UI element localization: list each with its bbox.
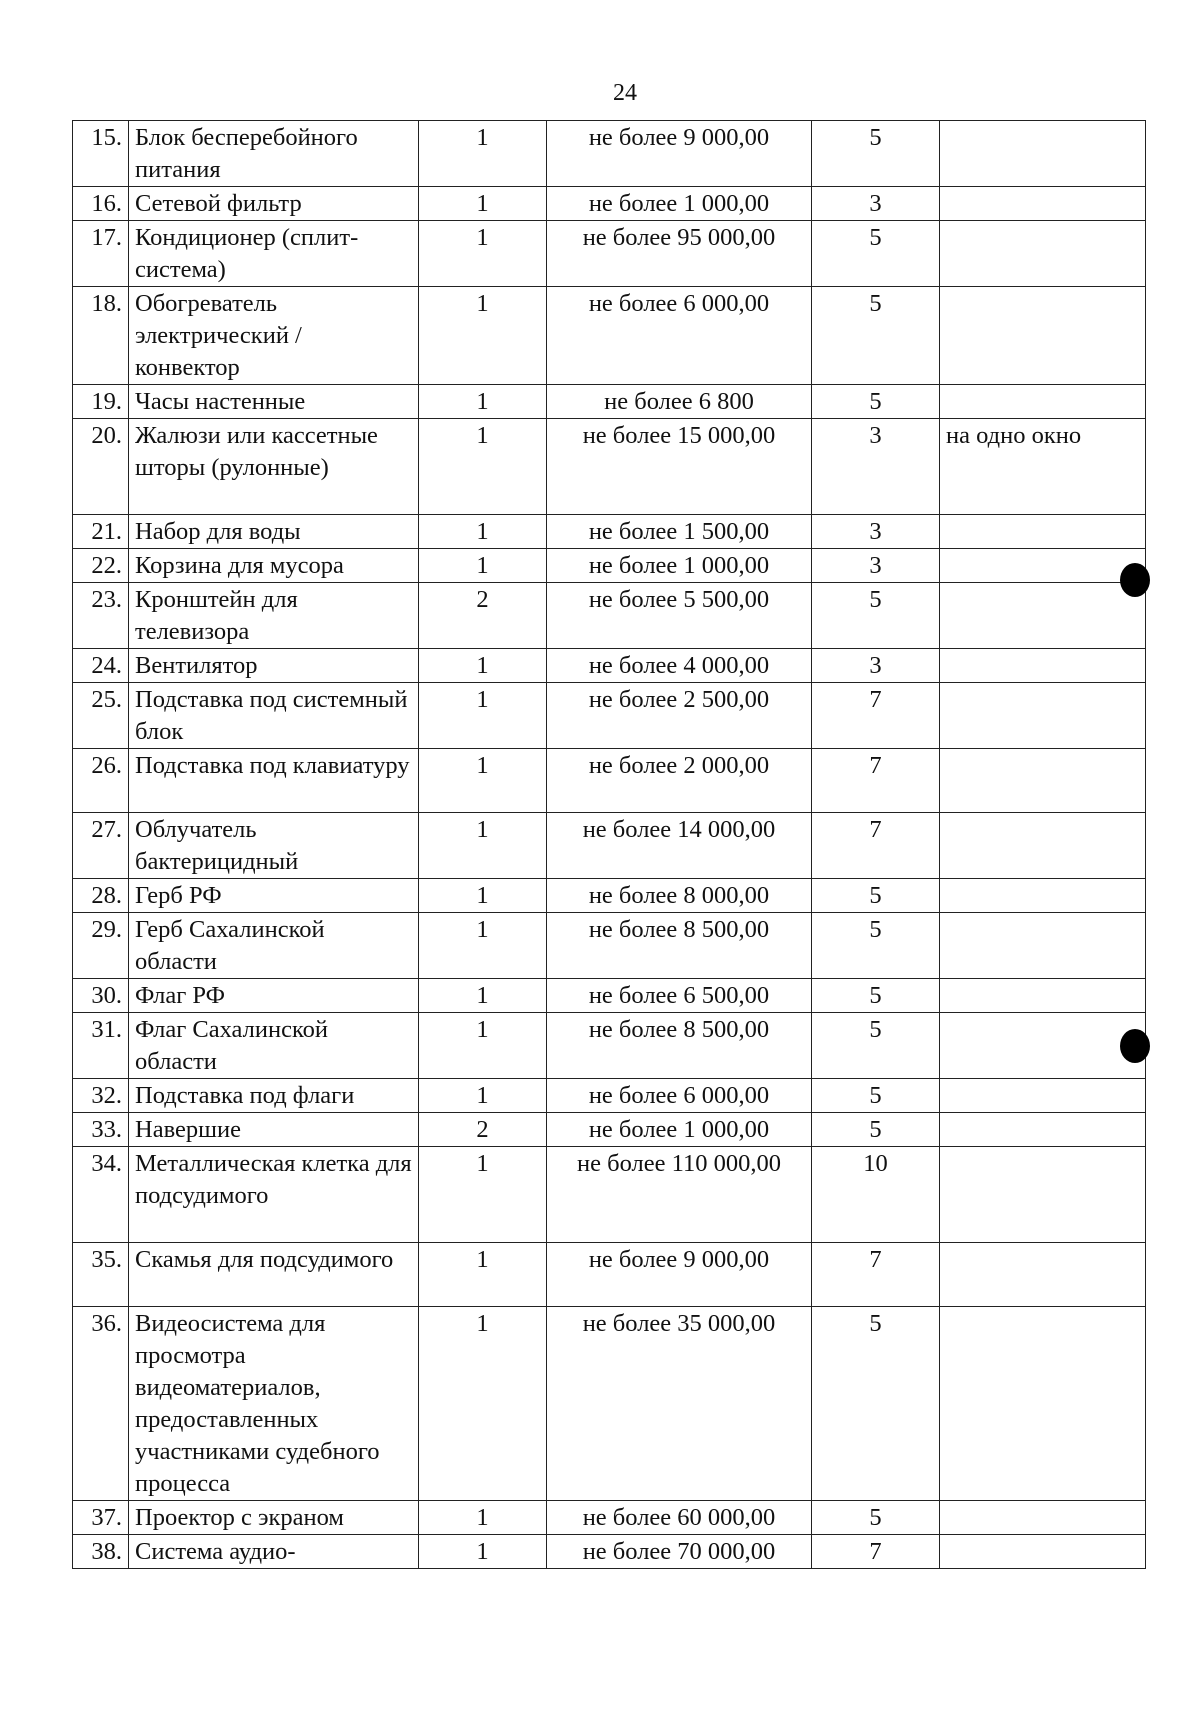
item-note bbox=[940, 1535, 1146, 1569]
service-life-years: 3 bbox=[812, 419, 940, 515]
service-life-years: 7 bbox=[812, 1243, 940, 1307]
item-name: Жалюзи или кассетные шторы (рулонные) bbox=[129, 419, 419, 515]
row-number: 15. bbox=[73, 121, 129, 187]
item-price: не более 15 000,00 bbox=[547, 419, 812, 515]
item-price: не более 70 000,00 bbox=[547, 1535, 812, 1569]
item-name: Подставка под системный блок bbox=[129, 683, 419, 749]
item-name: Металлическая клетка для подсудимого bbox=[129, 1147, 419, 1243]
item-quantity: 1 bbox=[419, 385, 547, 419]
item-note bbox=[940, 913, 1146, 979]
row-number: 33. bbox=[73, 1113, 129, 1147]
item-name: Облучатель бактерицидный bbox=[129, 813, 419, 879]
row-number: 21. bbox=[73, 515, 129, 549]
table-row bbox=[73, 287, 1146, 385]
item-quantity: 1 bbox=[419, 649, 547, 683]
item-quantity: 1 bbox=[419, 515, 547, 549]
item-note bbox=[940, 1147, 1146, 1243]
item-price: не более 1 000,00 bbox=[547, 1113, 812, 1147]
item-price: не более 2 000,00 bbox=[547, 749, 812, 813]
item-price: не более 1 000,00 bbox=[547, 187, 812, 221]
item-note bbox=[940, 1113, 1146, 1147]
table-row bbox=[73, 221, 1146, 287]
item-price: не более 6 500,00 bbox=[547, 979, 812, 1013]
item-note bbox=[940, 749, 1146, 813]
item-note bbox=[940, 1013, 1146, 1079]
item-price: не более 1 500,00 bbox=[547, 515, 812, 549]
item-quantity: 1 bbox=[419, 419, 547, 515]
item-quantity: 1 bbox=[419, 1243, 547, 1307]
item-note bbox=[940, 879, 1146, 913]
item-name: Блок бесперебойного питания bbox=[129, 121, 419, 187]
table-row bbox=[73, 1243, 1146, 1307]
item-quantity: 1 bbox=[419, 1501, 547, 1535]
item-price: не более 60 000,00 bbox=[547, 1501, 812, 1535]
item-note bbox=[940, 187, 1146, 221]
table-row bbox=[73, 1501, 1146, 1535]
item-name: Вентилятор bbox=[129, 649, 419, 683]
service-life-years: 5 bbox=[812, 1307, 940, 1501]
table-row bbox=[73, 913, 1146, 979]
item-name: Обогреватель электрический / конвектор bbox=[129, 287, 419, 385]
item-quantity: 1 bbox=[419, 1307, 547, 1501]
service-life-years: 7 bbox=[812, 813, 940, 879]
service-life-years: 5 bbox=[812, 913, 940, 979]
item-name: Подставка под флаги bbox=[129, 1079, 419, 1113]
item-quantity: 1 bbox=[419, 187, 547, 221]
item-quantity: 2 bbox=[419, 583, 547, 649]
item-price: не более 35 000,00 bbox=[547, 1307, 812, 1501]
table-row bbox=[73, 1113, 1146, 1147]
item-name: Герб РФ bbox=[129, 879, 419, 913]
row-number: 20. bbox=[73, 419, 129, 515]
item-quantity: 1 bbox=[419, 1013, 547, 1079]
item-name: Часы настенные bbox=[129, 385, 419, 419]
row-number: 16. bbox=[73, 187, 129, 221]
table-row bbox=[73, 385, 1146, 419]
item-note bbox=[940, 549, 1146, 583]
item-quantity: 1 bbox=[419, 879, 547, 913]
item-note bbox=[940, 287, 1146, 385]
item-name: Флаг Сахалинской области bbox=[129, 1013, 419, 1079]
row-number: 36. bbox=[73, 1307, 129, 1501]
punch-hole-mark bbox=[1120, 563, 1150, 597]
item-quantity: 1 bbox=[419, 979, 547, 1013]
table-row bbox=[73, 1307, 1146, 1501]
row-number: 37. bbox=[73, 1501, 129, 1535]
row-number: 32. bbox=[73, 1079, 129, 1113]
item-quantity: 1 bbox=[419, 1147, 547, 1243]
item-price: не более 8 500,00 bbox=[547, 913, 812, 979]
row-number: 23. bbox=[73, 583, 129, 649]
table-row bbox=[73, 979, 1146, 1013]
item-price: не более 8 500,00 bbox=[547, 1013, 812, 1079]
row-number: 38. bbox=[73, 1535, 129, 1569]
service-life-years: 5 bbox=[812, 583, 940, 649]
item-note bbox=[940, 649, 1146, 683]
service-life-years: 5 bbox=[812, 385, 940, 419]
item-price: не более 5 500,00 bbox=[547, 583, 812, 649]
item-note bbox=[940, 813, 1146, 879]
item-note bbox=[940, 385, 1146, 419]
table-row bbox=[73, 1013, 1146, 1079]
service-life-years: 7 bbox=[812, 749, 940, 813]
equipment-table bbox=[72, 120, 1146, 1569]
item-quantity: 2 bbox=[419, 1113, 547, 1147]
table-row bbox=[73, 121, 1146, 187]
item-price: не более 6 000,00 bbox=[547, 287, 812, 385]
item-name: Проектор с экраном bbox=[129, 1501, 419, 1535]
table-row bbox=[73, 879, 1146, 913]
service-life-years: 5 bbox=[812, 979, 940, 1013]
table-row bbox=[73, 419, 1146, 515]
item-name: Флаг РФ bbox=[129, 979, 419, 1013]
row-number: 19. bbox=[73, 385, 129, 419]
item-name: Кондиционер (сплит-система) bbox=[129, 221, 419, 287]
row-number: 24. bbox=[73, 649, 129, 683]
service-life-years: 3 bbox=[812, 649, 940, 683]
item-price: не более 4 000,00 bbox=[547, 649, 812, 683]
item-note bbox=[940, 1307, 1146, 1501]
item-name: Навершие bbox=[129, 1113, 419, 1147]
item-name: Подставка под клавиатуру bbox=[129, 749, 419, 813]
table-row bbox=[73, 549, 1146, 583]
item-price: не более 6 000,00 bbox=[547, 1079, 812, 1113]
service-life-years: 5 bbox=[812, 1079, 940, 1113]
item-quantity: 1 bbox=[419, 1535, 547, 1569]
service-life-years: 3 bbox=[812, 515, 940, 549]
row-number: 18. bbox=[73, 287, 129, 385]
service-life-years: 5 bbox=[812, 121, 940, 187]
service-life-years: 5 bbox=[812, 221, 940, 287]
item-price: не более 9 000,00 bbox=[547, 1243, 812, 1307]
service-life-years: 3 bbox=[812, 187, 940, 221]
row-number: 17. bbox=[73, 221, 129, 287]
item-price: не более 9 000,00 bbox=[547, 121, 812, 187]
service-life-years: 5 bbox=[812, 1013, 940, 1079]
item-quantity: 1 bbox=[419, 1079, 547, 1113]
item-price: не более 8 000,00 bbox=[547, 879, 812, 913]
service-life-years: 10 bbox=[812, 1147, 940, 1243]
item-quantity: 1 bbox=[419, 121, 547, 187]
item-quantity: 1 bbox=[419, 913, 547, 979]
table-row bbox=[73, 813, 1146, 879]
item-name: Герб Сахалинской области bbox=[129, 913, 419, 979]
item-price: не более 6 800 bbox=[547, 385, 812, 419]
item-note: на одно окно bbox=[940, 419, 1146, 515]
item-note bbox=[940, 979, 1146, 1013]
item-note bbox=[940, 221, 1146, 287]
item-price: не более 110 000,00 bbox=[547, 1147, 812, 1243]
service-life-years: 3 bbox=[812, 549, 940, 583]
row-number: 34. bbox=[73, 1147, 129, 1243]
item-quantity: 1 bbox=[419, 221, 547, 287]
page-number: 24 bbox=[613, 80, 637, 106]
row-number: 22. bbox=[73, 549, 129, 583]
item-quantity: 1 bbox=[419, 749, 547, 813]
table-row bbox=[73, 1147, 1146, 1243]
item-quantity: 1 bbox=[419, 549, 547, 583]
row-number: 27. bbox=[73, 813, 129, 879]
item-name: Кронштейн для телевизора bbox=[129, 583, 419, 649]
item-name: Видеосистема для просмотра видеоматериалов, предоставленных участниками судебного процесса bbox=[129, 1307, 419, 1501]
item-price: не более 14 000,00 bbox=[547, 813, 812, 879]
row-number: 26. bbox=[73, 749, 129, 813]
service-life-years: 5 bbox=[812, 879, 940, 913]
row-number: 35. bbox=[73, 1243, 129, 1307]
item-price: не более 2 500,00 bbox=[547, 683, 812, 749]
row-number: 30. bbox=[73, 979, 129, 1013]
item-note bbox=[940, 683, 1146, 749]
table-row bbox=[73, 1079, 1146, 1113]
table-row bbox=[73, 683, 1146, 749]
item-note bbox=[940, 583, 1146, 649]
item-name: Сетевой фильтр bbox=[129, 187, 419, 221]
row-number: 29. bbox=[73, 913, 129, 979]
table-row bbox=[73, 649, 1146, 683]
item-name: Корзина для мусора bbox=[129, 549, 419, 583]
item-name: Система аудио- bbox=[129, 1535, 419, 1569]
punch-hole-mark bbox=[1120, 1029, 1150, 1063]
item-note bbox=[940, 1079, 1146, 1113]
service-life-years: 5 bbox=[812, 287, 940, 385]
table-row bbox=[73, 515, 1146, 549]
service-life-years: 7 bbox=[812, 683, 940, 749]
table-row bbox=[73, 583, 1146, 649]
service-life-years: 7 bbox=[812, 1535, 940, 1569]
item-name: Набор для воды bbox=[129, 515, 419, 549]
item-note bbox=[940, 515, 1146, 549]
item-price: не более 1 000,00 bbox=[547, 549, 812, 583]
item-quantity: 1 bbox=[419, 287, 547, 385]
table-row bbox=[73, 187, 1146, 221]
item-note bbox=[940, 1243, 1146, 1307]
item-name: Скамья для подсудимого bbox=[129, 1243, 419, 1307]
item-note bbox=[940, 1501, 1146, 1535]
row-number: 25. bbox=[73, 683, 129, 749]
item-quantity: 1 bbox=[419, 813, 547, 879]
service-life-years: 5 bbox=[812, 1113, 940, 1147]
service-life-years: 5 bbox=[812, 1501, 940, 1535]
table-row bbox=[73, 749, 1146, 813]
item-note bbox=[940, 121, 1146, 187]
item-price: не более 95 000,00 bbox=[547, 221, 812, 287]
row-number: 28. bbox=[73, 879, 129, 913]
table-row bbox=[73, 1535, 1146, 1569]
row-number: 31. bbox=[73, 1013, 129, 1079]
item-quantity: 1 bbox=[419, 683, 547, 749]
